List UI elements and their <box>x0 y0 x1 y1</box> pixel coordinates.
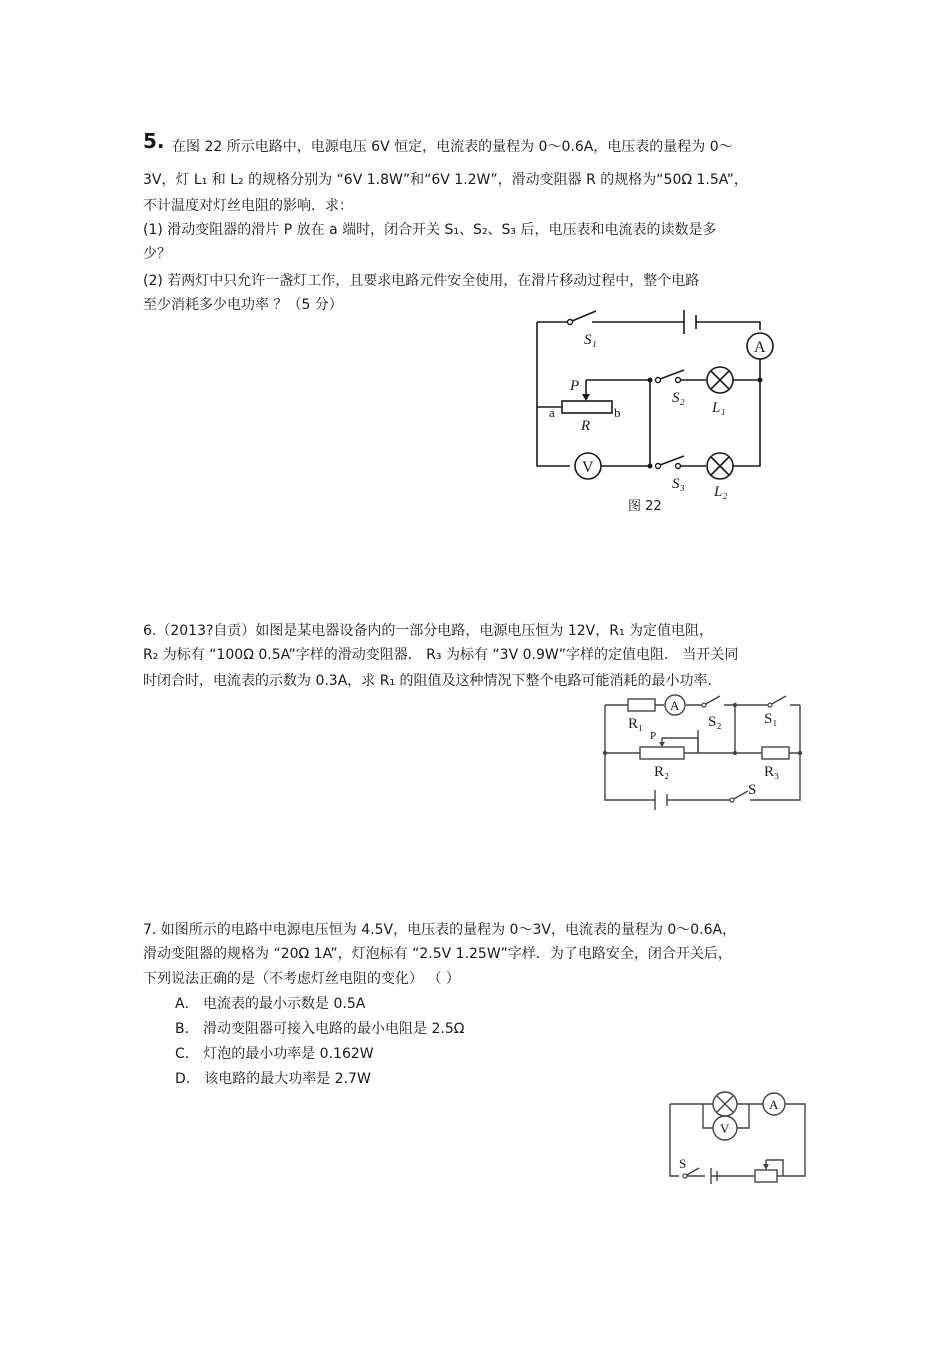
q5-s3-blade <box>660 456 684 465</box>
q5-s3-label: S₃ <box>672 476 685 492</box>
q7-slider-arrow-icon <box>763 1164 769 1170</box>
q6-s2-label: S₂ <box>708 714 722 730</box>
q6-r3-label: R₃ <box>764 764 780 780</box>
q5-node-right <box>758 378 763 383</box>
q7-voltmeter-label: V <box>720 1121 730 1136</box>
q5-circuit-diagram <box>520 300 790 525</box>
q6-s-blade <box>732 791 748 800</box>
q6-circuit-diagram <box>600 690 810 810</box>
q6-node-mid <box>733 751 737 755</box>
q5-line-3: 不计温度对灯丝电阻的影响．求： <box>143 198 353 214</box>
q5-s2-contact <box>676 378 681 383</box>
q5-r-label: R <box>581 418 591 434</box>
q6-line-2: R₂ 为标有 “100Ω 0.5A”字样的滑动变阻器． R₃ 为标有 “3V 0.9W”字样的定值电阻． 当开关同 <box>143 647 739 663</box>
q5-figure-caption: 图 22 <box>628 499 662 514</box>
q7-rheostat-body <box>755 1170 777 1182</box>
q7-s-pivot <box>683 1174 687 1178</box>
q5-s2-blade <box>660 370 684 379</box>
q5-s2-label: S₂ <box>672 390 685 406</box>
q5-s1-label: S₁ <box>584 332 597 348</box>
q5-l2-label: L₂ <box>714 484 728 500</box>
q6-s-pivot <box>730 798 734 802</box>
q5-s3-contact <box>676 464 681 469</box>
q5-line-7: 至少消耗多少电功率 ？（5 分） <box>143 297 343 313</box>
q7-line-3: 下列说法正确的是（不考虑灯丝电阻的变化） （ ） <box>143 971 460 987</box>
q6-r2-label: R₂ <box>654 764 670 780</box>
q7-circuit-diagram <box>665 1090 810 1185</box>
q5-voltmeter-label: V <box>582 459 594 476</box>
q6-s1-blade <box>770 696 786 705</box>
q5-line-2: 3V，灯 L₁ 和 L₂ 的规格分别为 “6V 1.8W”和“6V 1.2W”，滑动变阻器 R 的规格为“50Ω 1.5A”， <box>143 172 748 188</box>
q6-slider-arrow-icon <box>659 742 665 747</box>
q6-s1-label: S₁ <box>764 711 778 727</box>
q7-line-2: 滑动变阻器的规格为 “20Ω 1A”，灯泡标有 “2.5V 1.25W”字样．为了电路安全，闭合开关后， <box>143 946 732 962</box>
q7-outer-wire <box>670 1104 805 1176</box>
q6-r1-body <box>628 699 655 711</box>
q5-ammeter-label: A <box>754 339 766 356</box>
q5-s1-blade <box>572 311 596 321</box>
q5-b-label: b <box>614 405 621 420</box>
q7-option-c: C． 灯泡的最小功率是 0.162W <box>175 1046 374 1062</box>
q5-right-wire <box>733 359 760 466</box>
q7-option-d: D． 该电路的最大功率是 2.7W <box>175 1071 371 1087</box>
q7-s-label: S <box>679 1156 687 1171</box>
q6-p-label: P <box>650 730 657 742</box>
q6-line-1: 6.（2013?自贡）如图是某电器设备内的一部分电路，电源电压恒为 12V，R₁ 为定值电阻， <box>143 623 714 639</box>
q7-line-1: 7. 如图所示的电路中电源电压恒为 4.5V，电压表的量程为 0～3V，电流表的量程为 0～0.6A， <box>143 922 737 938</box>
q6-r2-body <box>640 747 684 759</box>
q5-slider-arrow-icon <box>582 394 590 401</box>
q5-line-4: (1) 滑动变阻器的滑片 P 放在 a 端时，闭合开关 S₁、S₂、S₃ 后，电压表和电流表的读数是多 <box>143 222 717 238</box>
q5-line-5: 少？ <box>143 246 171 262</box>
q5-left-wire <box>537 322 570 466</box>
q6-ammeter-label: A <box>670 698 680 713</box>
q6-line-3: 时闭合时，电流表的示数为 0.3A，求 R₁ 的阻值及这种情况下整个电路可能消耗的最小功率． <box>143 673 722 689</box>
q5-a-label: a <box>549 405 555 420</box>
q5-line-6: (2) 若两灯中只允许一盏灯工作，且要求电路元件安全使用，在滑片移动过程中，整个电路 <box>143 273 700 289</box>
q5-line-1: 在图 22 所示电路中，电源电压 6V 恒定，电流表的量程为 0～0.6A，电压表的量程为 0～ <box>172 139 733 155</box>
q5-l1-label: L₁ <box>712 400 726 416</box>
q7-option-b: B． 滑动变阻器可接入电路的最小电阻是 2.5Ω <box>175 1021 465 1037</box>
q5-rheostat-body <box>562 401 612 413</box>
q7-option-a: A． 电流表的最小示数是 0.5A <box>175 996 366 1012</box>
q6-s2-blade <box>704 696 720 705</box>
q5-node-top <box>648 378 653 383</box>
q6-r1-label: R₁ <box>628 716 644 732</box>
q7-ammeter-label: A <box>769 1097 779 1112</box>
q6-r3-body <box>762 747 789 759</box>
q6-s1-pivot <box>768 703 772 707</box>
q5-p-label: P <box>570 378 580 394</box>
q6-s2-pivot <box>702 703 706 707</box>
q5-number: 5. <box>143 129 165 153</box>
q6-s-label: S <box>748 782 757 798</box>
